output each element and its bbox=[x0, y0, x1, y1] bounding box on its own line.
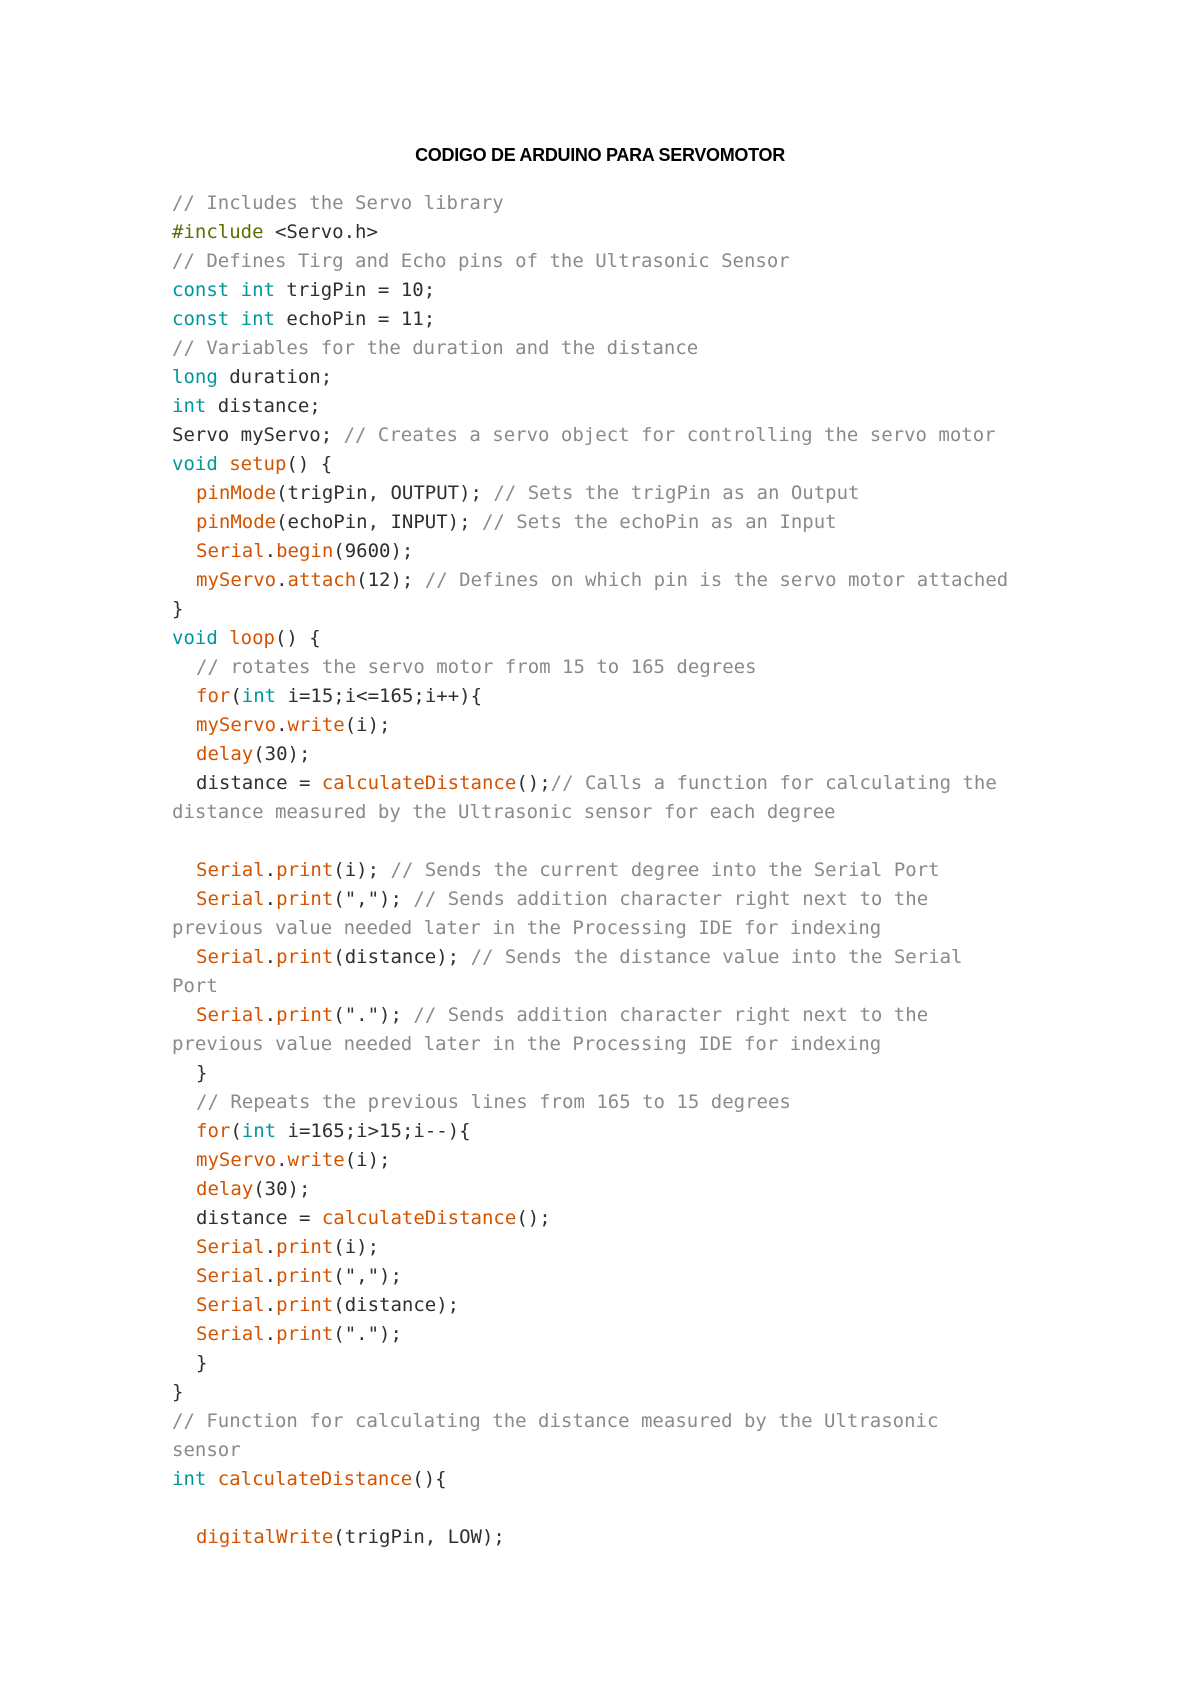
code-token: print bbox=[276, 888, 334, 910]
code-token: print bbox=[276, 1004, 334, 1026]
code-token: } bbox=[196, 1352, 208, 1374]
code-token: Serial bbox=[196, 1236, 265, 1258]
code-token: // Sends addition character right next to the bbox=[413, 1004, 929, 1026]
document-title: CODIGO DE ARDUINO PARA SERVOMOTOR bbox=[415, 145, 785, 165]
code-token: distance = bbox=[196, 772, 322, 794]
code-token: int bbox=[240, 308, 275, 330]
code-token: . bbox=[264, 1236, 277, 1258]
code-token: #include bbox=[172, 221, 264, 243]
code-token: (i); bbox=[344, 714, 391, 736]
code-line bbox=[172, 276, 1052, 305]
code-line bbox=[172, 421, 1052, 450]
code-token: calculateDistance bbox=[321, 772, 517, 794]
code-token: attach bbox=[287, 569, 357, 591]
code-line bbox=[172, 595, 1052, 624]
code-token: } bbox=[172, 598, 184, 620]
code-token: Serial bbox=[196, 1265, 265, 1287]
code-line bbox=[172, 885, 1052, 914]
code-token: (i); bbox=[333, 859, 391, 881]
code-line bbox=[172, 479, 1052, 508]
code-token: ( bbox=[230, 1120, 242, 1142]
code-line bbox=[172, 1349, 1052, 1378]
code-line bbox=[172, 943, 1052, 972]
code-token: const bbox=[172, 279, 230, 301]
code-token: } bbox=[196, 1062, 208, 1084]
code-token: // Repeats the previous lines from 165 to 15 degrees bbox=[196, 1091, 791, 1113]
code-token: i=15;i<=165;i++){ bbox=[276, 685, 483, 707]
code-token: duration; bbox=[217, 366, 333, 388]
code-token: // Creates a servo object for controlling the servo motor bbox=[343, 424, 996, 446]
code-line bbox=[172, 450, 1052, 479]
code-line bbox=[172, 1465, 1052, 1494]
code-token bbox=[218, 627, 229, 649]
code-token: (","); bbox=[333, 888, 414, 910]
code-token: loop bbox=[229, 627, 275, 649]
code-token: for bbox=[196, 1120, 231, 1142]
code-token: (echoPin, INPUT); bbox=[276, 511, 482, 533]
code-token: (){ bbox=[412, 1468, 447, 1490]
code-token: myServo bbox=[196, 1149, 277, 1171]
code-token: // Sends addition character right next to the bbox=[413, 888, 929, 910]
code-token: // Variables for the duration and the distance bbox=[172, 337, 699, 359]
code-line bbox=[172, 1001, 1052, 1030]
code-line bbox=[172, 798, 1052, 827]
code-token: // Sets the trigPin as an Output bbox=[493, 482, 860, 504]
code-token: (trigPin, LOW); bbox=[333, 1526, 505, 1548]
code-token: digitalWrite bbox=[196, 1526, 334, 1548]
code-token: int bbox=[172, 395, 207, 417]
code-line bbox=[172, 537, 1052, 566]
code-token: previous value needed later in the Processing IDE for indexing bbox=[172, 1033, 882, 1055]
code-token: begin bbox=[276, 540, 334, 562]
code-line bbox=[172, 1407, 1052, 1436]
code-token: // Calls a function for calculating the bbox=[550, 772, 997, 794]
code-line bbox=[172, 1233, 1052, 1262]
code-token: delay bbox=[196, 743, 254, 765]
code-token: int bbox=[241, 1120, 277, 1142]
code-line bbox=[172, 1436, 1052, 1465]
code-line bbox=[172, 1030, 1052, 1059]
code-line bbox=[172, 334, 1052, 363]
code-token: . bbox=[276, 569, 288, 591]
code-token: Serial bbox=[196, 1004, 265, 1026]
code-token: int bbox=[240, 279, 275, 301]
code-token: calculateDistance bbox=[321, 1207, 517, 1229]
code-token: delay bbox=[196, 1178, 254, 1200]
code-line bbox=[172, 914, 1052, 943]
code-line bbox=[172, 769, 1052, 798]
code-token: // rotates the servo motor from 15 to 165 degrees bbox=[196, 656, 757, 678]
code-token: myServo bbox=[196, 569, 277, 591]
code-token: trigPin = 10; bbox=[274, 279, 436, 301]
code-token: write bbox=[287, 714, 345, 736]
code-line bbox=[172, 1523, 1052, 1552]
code-token: // Function for calculating the distance measured by the Ultrasonic bbox=[172, 1410, 939, 1432]
code-token: (12); bbox=[356, 569, 425, 591]
code-token: (trigPin, OUTPUT); bbox=[276, 482, 494, 504]
code-token: Serial bbox=[196, 859, 265, 881]
code-line bbox=[172, 682, 1052, 711]
code-line bbox=[172, 392, 1052, 421]
code-token: distance; bbox=[206, 395, 321, 417]
code-line bbox=[172, 711, 1052, 740]
code-token: Serial bbox=[196, 540, 265, 562]
code-line bbox=[172, 1146, 1052, 1175]
code-line bbox=[172, 566, 1052, 595]
code-token: (9600); bbox=[333, 540, 414, 562]
code-token: . bbox=[276, 714, 288, 736]
code-token: (i); bbox=[333, 1236, 380, 1258]
code-token: int bbox=[241, 685, 277, 707]
code-token bbox=[229, 279, 240, 301]
code-token: . bbox=[264, 888, 277, 910]
code-token: Serial bbox=[196, 1294, 265, 1316]
code-line bbox=[172, 1088, 1052, 1117]
code-line bbox=[172, 247, 1052, 276]
code-token: (distance); bbox=[333, 946, 471, 968]
code-token: // Sends the distance value into the Serial bbox=[470, 946, 963, 968]
code-token: . bbox=[264, 540, 277, 562]
code-line bbox=[172, 1378, 1052, 1407]
code-token: setup bbox=[229, 453, 287, 475]
code-line bbox=[172, 363, 1052, 392]
code-token: ("."); bbox=[333, 1004, 414, 1026]
code-token: pinMode bbox=[196, 482, 277, 504]
code-token: } bbox=[172, 1381, 184, 1403]
code-line bbox=[172, 218, 1052, 247]
code-token: pinMode bbox=[196, 511, 277, 533]
code-line bbox=[172, 1059, 1052, 1088]
code-token: print bbox=[276, 946, 334, 968]
code-listing bbox=[172, 189, 1052, 1552]
code-token: // Sets the echoPin as an Input bbox=[481, 511, 837, 533]
code-token: (i); bbox=[344, 1149, 391, 1171]
code-token: i=165;i>15;i--){ bbox=[276, 1120, 471, 1142]
code-token: Serial bbox=[196, 1323, 265, 1345]
code-line bbox=[172, 305, 1052, 334]
code-line bbox=[172, 1291, 1052, 1320]
code-line bbox=[172, 827, 1052, 856]
code-token bbox=[229, 308, 240, 330]
code-token: (); bbox=[516, 772, 551, 794]
code-token: () { bbox=[274, 627, 321, 649]
code-token: // Defines Tirg and Echo pins of the Ultrasonic Sensor bbox=[172, 250, 790, 272]
code-token: . bbox=[264, 946, 277, 968]
code-line bbox=[172, 189, 1052, 218]
code-token: Serial bbox=[196, 946, 265, 968]
code-token bbox=[206, 1468, 217, 1490]
code-token: print bbox=[276, 1323, 334, 1345]
code-line bbox=[172, 1204, 1052, 1233]
code-token: void bbox=[172, 627, 218, 649]
code-token: distance = bbox=[196, 1207, 322, 1229]
code-token: ( bbox=[230, 685, 242, 707]
code-token: myServo bbox=[196, 714, 277, 736]
code-token: // Includes the Servo library bbox=[172, 192, 504, 214]
code-token: Port bbox=[172, 975, 218, 997]
code-token: () { bbox=[286, 453, 333, 475]
code-token: . bbox=[264, 1323, 277, 1345]
code-token: <Servo.h> bbox=[263, 221, 378, 243]
code-line bbox=[172, 1320, 1052, 1349]
code-line bbox=[172, 653, 1052, 682]
code-token: (","); bbox=[333, 1265, 402, 1287]
code-line bbox=[172, 1117, 1052, 1146]
code-token: for bbox=[196, 685, 231, 707]
code-token: ("."); bbox=[333, 1323, 402, 1345]
code-token: int bbox=[172, 1468, 207, 1490]
code-token: . bbox=[264, 1265, 277, 1287]
code-token: (); bbox=[516, 1207, 551, 1229]
code-line bbox=[172, 508, 1052, 537]
code-token: print bbox=[276, 1265, 334, 1287]
code-token: echoPin = 11; bbox=[274, 308, 436, 330]
code-token: Servo myServo; bbox=[172, 424, 344, 446]
code-token: print bbox=[276, 859, 334, 881]
code-token: distance measured by the Ultrasonic sensor for each degree bbox=[172, 801, 836, 823]
code-line bbox=[172, 740, 1052, 769]
code-token: void bbox=[172, 453, 218, 475]
code-line bbox=[172, 972, 1052, 1001]
code-token: (30); bbox=[253, 743, 311, 765]
code-token: previous value needed later in the Processing IDE for indexing bbox=[172, 917, 882, 939]
code-token: print bbox=[276, 1236, 334, 1258]
code-line bbox=[172, 856, 1052, 885]
code-token: print bbox=[276, 1294, 334, 1316]
code-token: write bbox=[287, 1149, 345, 1171]
code-line bbox=[172, 1175, 1052, 1204]
code-token: // Defines on which pin is the servo motor attached bbox=[424, 569, 1009, 591]
code-line bbox=[172, 1494, 1052, 1523]
code-token: (distance); bbox=[333, 1294, 460, 1316]
code-line bbox=[172, 624, 1052, 653]
code-token: . bbox=[264, 1294, 277, 1316]
code-token: sensor bbox=[172, 1439, 241, 1461]
code-token: (30); bbox=[253, 1178, 311, 1200]
code-token: long bbox=[172, 366, 218, 388]
code-token: calculateDistance bbox=[217, 1468, 413, 1490]
code-token: // Sends the current degree into the Serial Port bbox=[390, 859, 940, 881]
code-token: . bbox=[276, 1149, 288, 1171]
code-token: . bbox=[264, 1004, 277, 1026]
code-token bbox=[218, 453, 229, 475]
code-token: const bbox=[172, 308, 230, 330]
code-token: . bbox=[264, 859, 277, 881]
code-line bbox=[172, 1262, 1052, 1291]
code-token: Serial bbox=[196, 888, 265, 910]
